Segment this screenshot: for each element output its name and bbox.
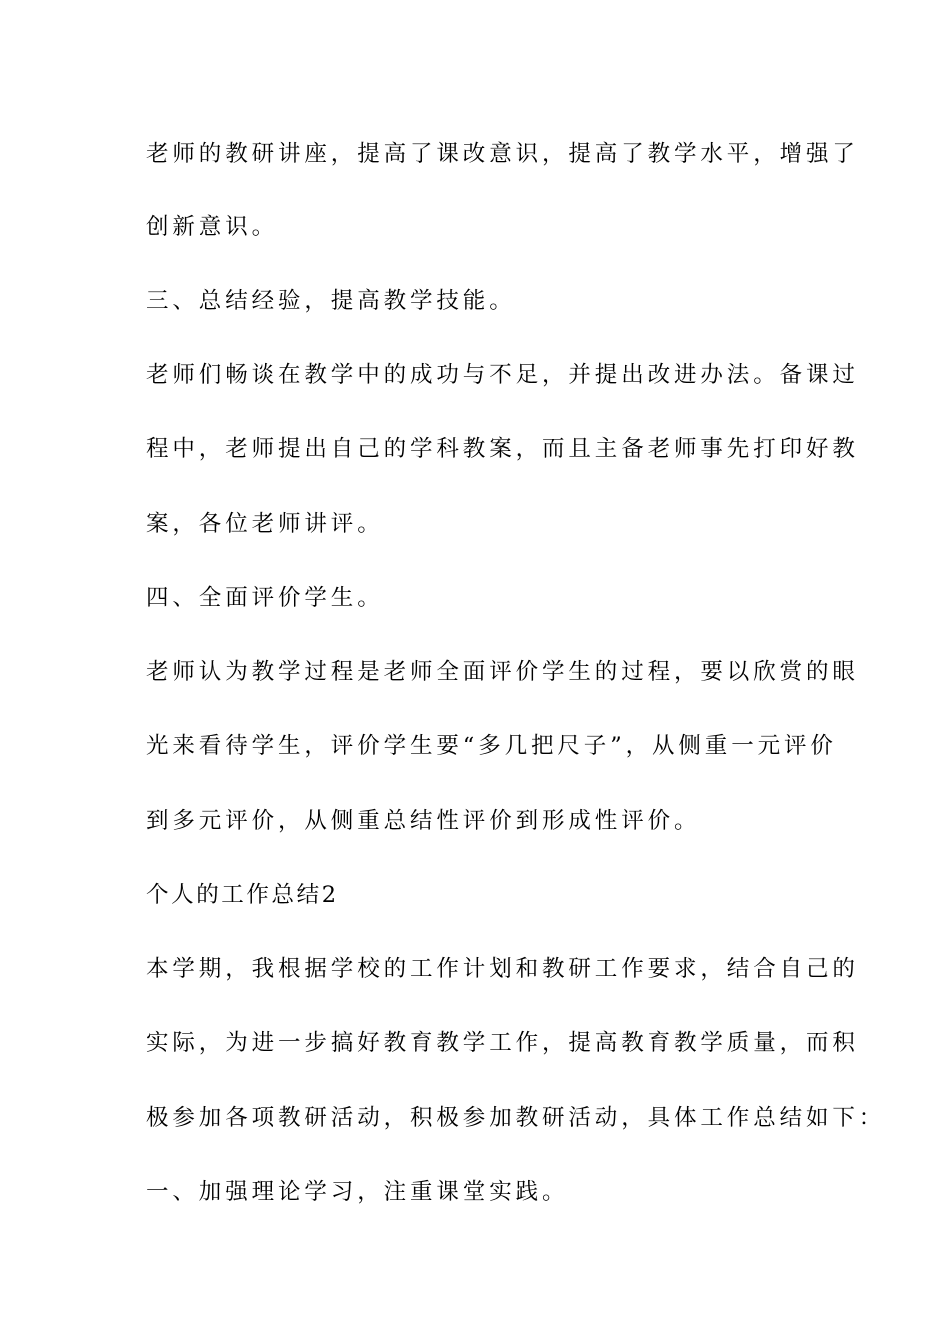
section-heading: 一、加强理论学习，注重课堂实践。: [146, 1179, 569, 1205]
paragraph-line: 创新意识。: [146, 214, 279, 240]
paragraph-line: 本学期，我根据学校的工作计划和教研工作要求，结合自己的: [146, 956, 859, 982]
section-heading: 三、总结经验，提高教学技能。: [146, 288, 516, 314]
section-heading: 四、全面评价学生。: [146, 585, 384, 611]
paragraph-line: 到多元评价，从侧重总结性评价到形成性评价。: [146, 808, 701, 834]
paragraph-line: 老师们畅谈在教学中的成功与不足，并提出改进办法。备课过: [146, 362, 859, 388]
paragraph-line: 实际，为进一步搞好教育教学工作，提高教育教学质量，而积: [146, 1030, 859, 1056]
document-title: 个人的工作总结2: [146, 882, 339, 908]
paragraph-line: 光来看待学生，评价学生要“多几把尺子”，从侧重一元评价: [146, 733, 837, 759]
paragraph-line: 案，各位老师讲评。: [146, 511, 384, 537]
paragraph-line: 老师认为教学过程是老师全面评价学生的过程，要以欣赏的眼: [146, 659, 859, 685]
paragraph-line: 程中，老师提出自己的学科教案，而且主备老师事先打印好教: [146, 436, 859, 462]
paragraph-line: 老师的教研讲座，提高了课改意识，提高了教学水平，增强了: [146, 141, 859, 167]
paragraph-line: 极参加各项教研活动，积极参加教研活动，具体工作总结如下：: [146, 1105, 886, 1131]
